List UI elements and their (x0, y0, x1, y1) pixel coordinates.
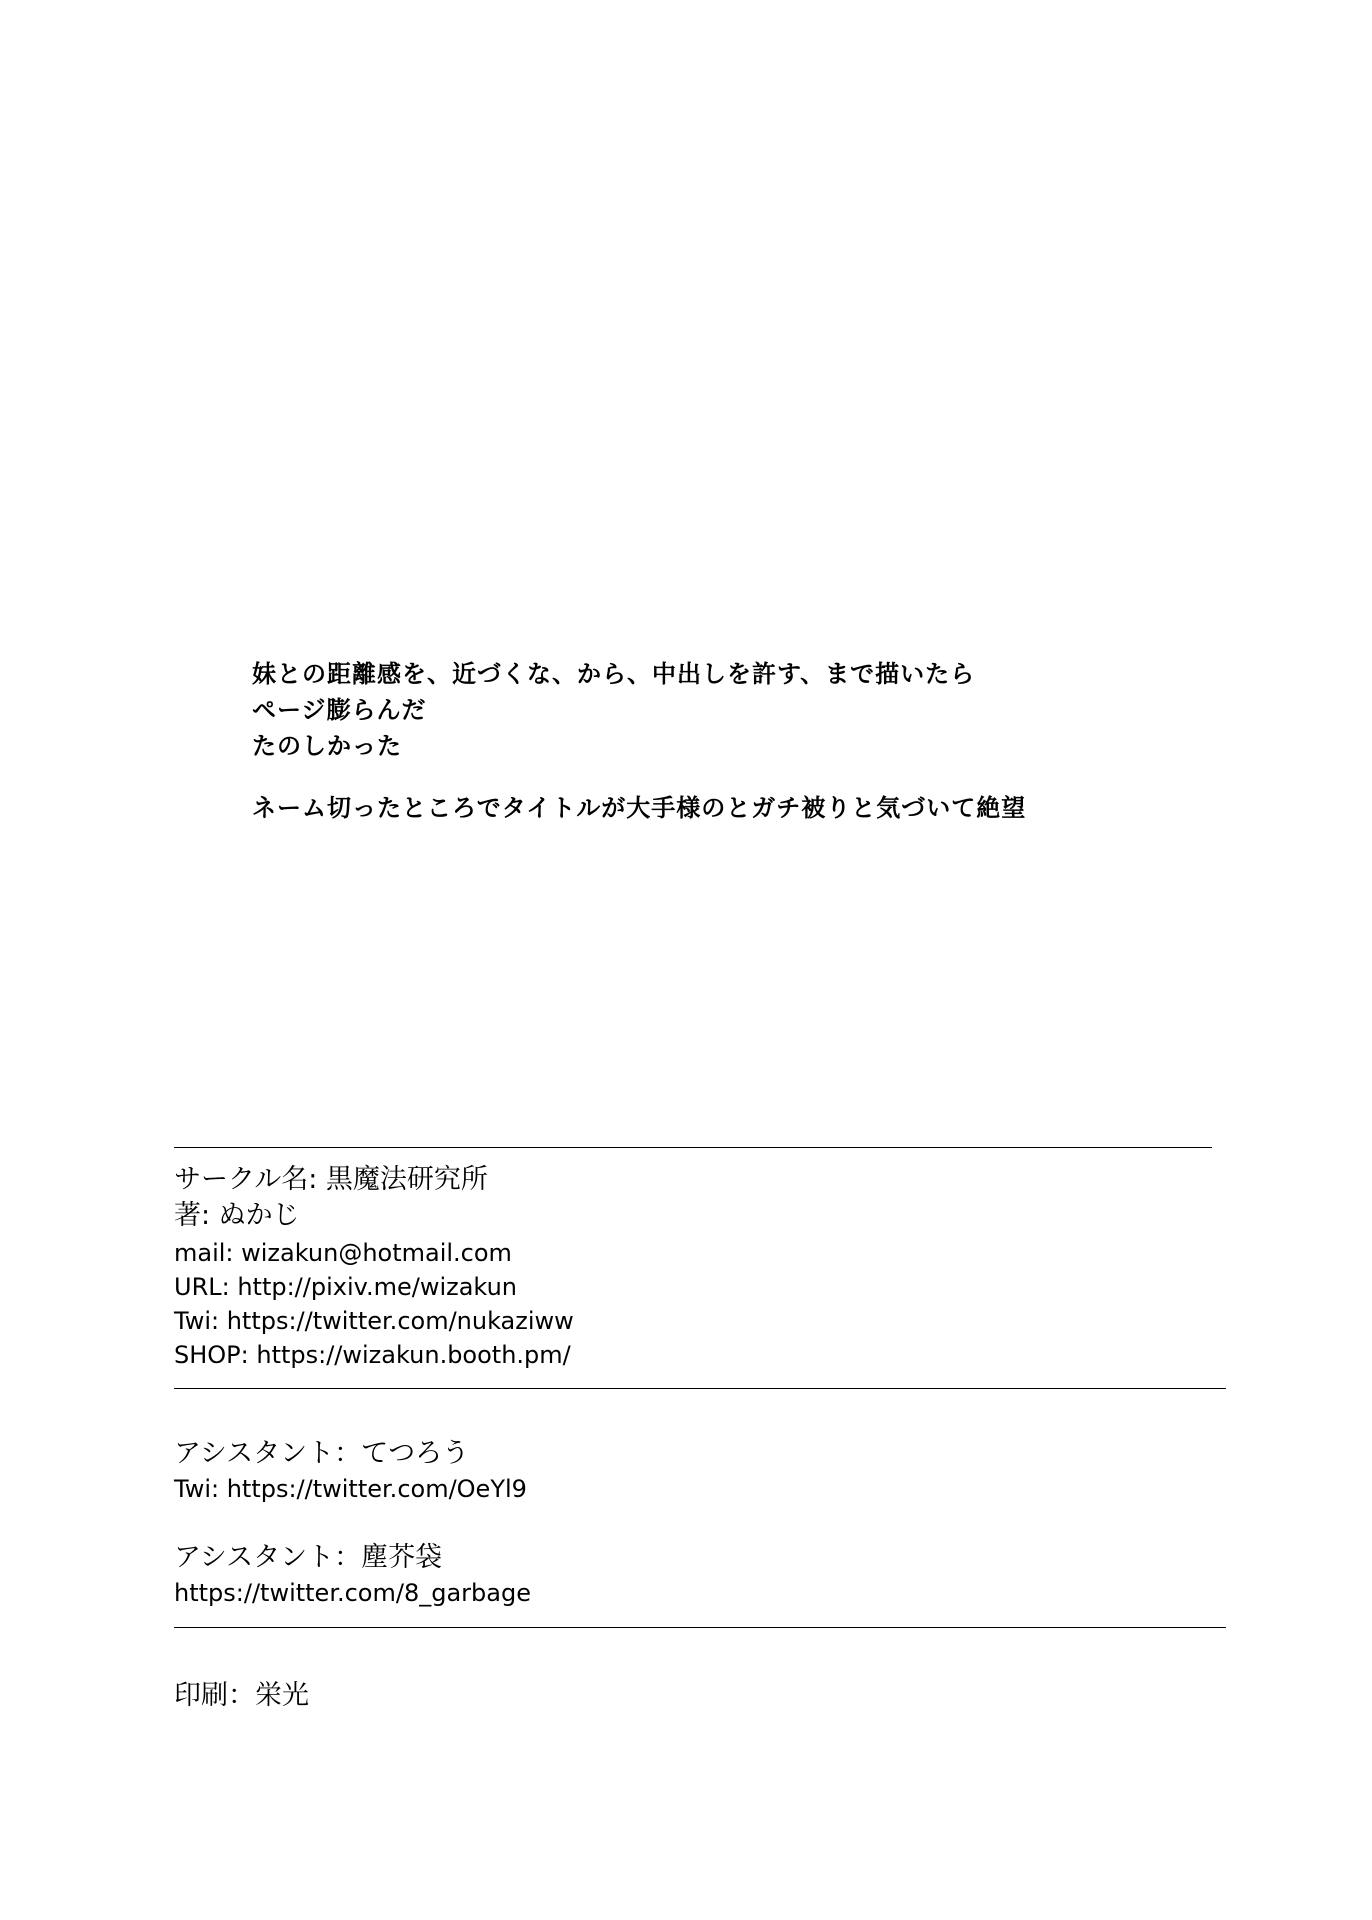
separator-top (174, 1147, 1212, 1148)
assistant-1-label: アシスタント：てつろう (174, 1438, 470, 1469)
printing-info (174, 1678, 1224, 1714)
afterword-line-4: ネーム切ったところでタイトルが大手様のとガチ被りと気づいて絶望 (252, 794, 1027, 822)
author-name: 著: ぬかじ (174, 1200, 300, 1231)
twitter-link: Twi: https://twitter.com/nukaziww (174, 1307, 574, 1335)
shop-link: SHOP: https://wizakun.booth.pm/ (174, 1341, 571, 1369)
afterword-text (252, 656, 1252, 826)
afterword-gap (252, 764, 1252, 790)
assistant-1-link: Twi: https://twitter.com/OeYl9 (174, 1475, 527, 1503)
circle-name: サークル名: 黒魔法研究所 (174, 1164, 488, 1195)
assistant-1 (174, 1436, 1224, 1506)
mail-address: mail: wizakun@hotmail.com (174, 1239, 512, 1267)
assistant-2 (174, 1540, 1224, 1610)
separator-bottom (174, 1627, 1226, 1628)
assistant-2-link: https://twitter.com/8_garbage (174, 1579, 531, 1607)
afterword-line-2: ページ膨らんだ (252, 696, 427, 724)
assistant-2-label: アシスタント：塵芥袋 (174, 1542, 443, 1573)
afterword-line-1: 妹との距離感を、近づくな、から、中出しを許す、まで描いたら (252, 660, 976, 688)
circle-info (174, 1162, 1224, 1372)
printing-label: 印刷：栄光 (174, 1680, 309, 1711)
afterword-line-3: たのしかった (252, 732, 402, 760)
url-link: URL: http://pixiv.me/wizakun (174, 1273, 518, 1301)
separator-middle (174, 1388, 1226, 1389)
